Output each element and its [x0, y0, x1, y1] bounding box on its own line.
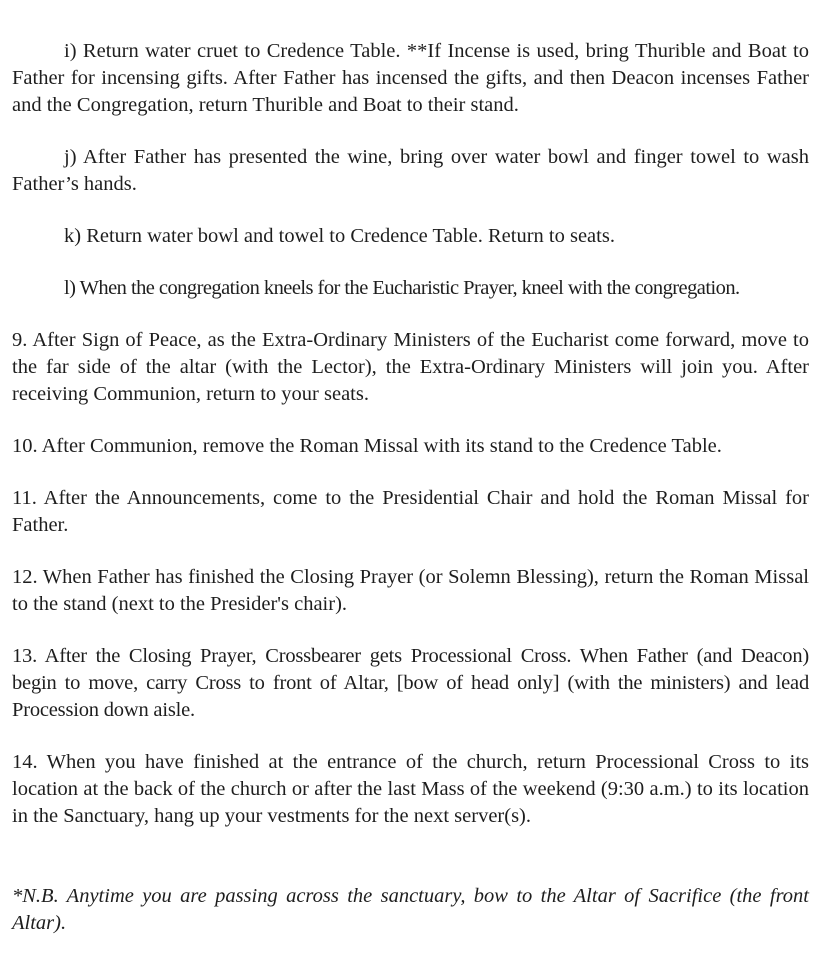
- step-12: 12. When Father has finished the Closing Prayer (or Solemn Blessing), return the Roman Missal to the stand (next to the Presider's chair).: [12, 566, 809, 615]
- step-9: 9. After Sign of Peace, as the Extra-Ordinary Ministers of the Eucharist come forward, move to the far side of the altar (with the Lector), the Extra-Ordinary Ministers will join you. After receiving Communion, return to your seats.: [12, 329, 809, 405]
- step-j: j) After Father has presented the wine, bring over water bowl and finger towel to wash Father’s hands.: [12, 146, 809, 195]
- step-13: 13. After the Closing Prayer, Crossbearer gets Processional Cross. When Father (and Deacon) begin to move, carry Cross to front of Altar, [bow of head only] (with the ministers) and lead Procession down aisle.: [12, 645, 809, 721]
- step-14: 14. When you have finished at the entrance of the church, return Processional Cross to its location at the back of the church or after the last Mass of the weekend (9:30 a.m.) to its location in the Sanctuary, hang up your vestments for the next server(s).: [12, 751, 809, 827]
- step-l: l) When the congregation kneels for the Eucharistic Prayer, kneel with the congregation.: [64, 277, 740, 299]
- step-k: k) Return water bowl and towel to Credence Table. Return to seats.: [64, 225, 615, 247]
- step-i: i) Return water cruet to Credence Table. **If Incense is used, bring Thurible and Boat to Father for incensing gifts. After Father has incensed the gifts, and then Deacon incenses Father and the Congregation, return Thurible and Boat to their stand.: [12, 40, 809, 116]
- nb-note: *N.B. Anytime you are passing across the sanctuary, bow to the Altar of Sacrifice (the front Altar).: [12, 885, 809, 934]
- step-11: 11. After the Announcements, come to the Presidential Chair and hold the Roman Missal for Father.: [12, 487, 809, 536]
- document-page: [12, 38, 809, 937]
- step-10: 10. After Communion, remove the Roman Missal with its stand to the Credence Table.: [12, 435, 722, 457]
